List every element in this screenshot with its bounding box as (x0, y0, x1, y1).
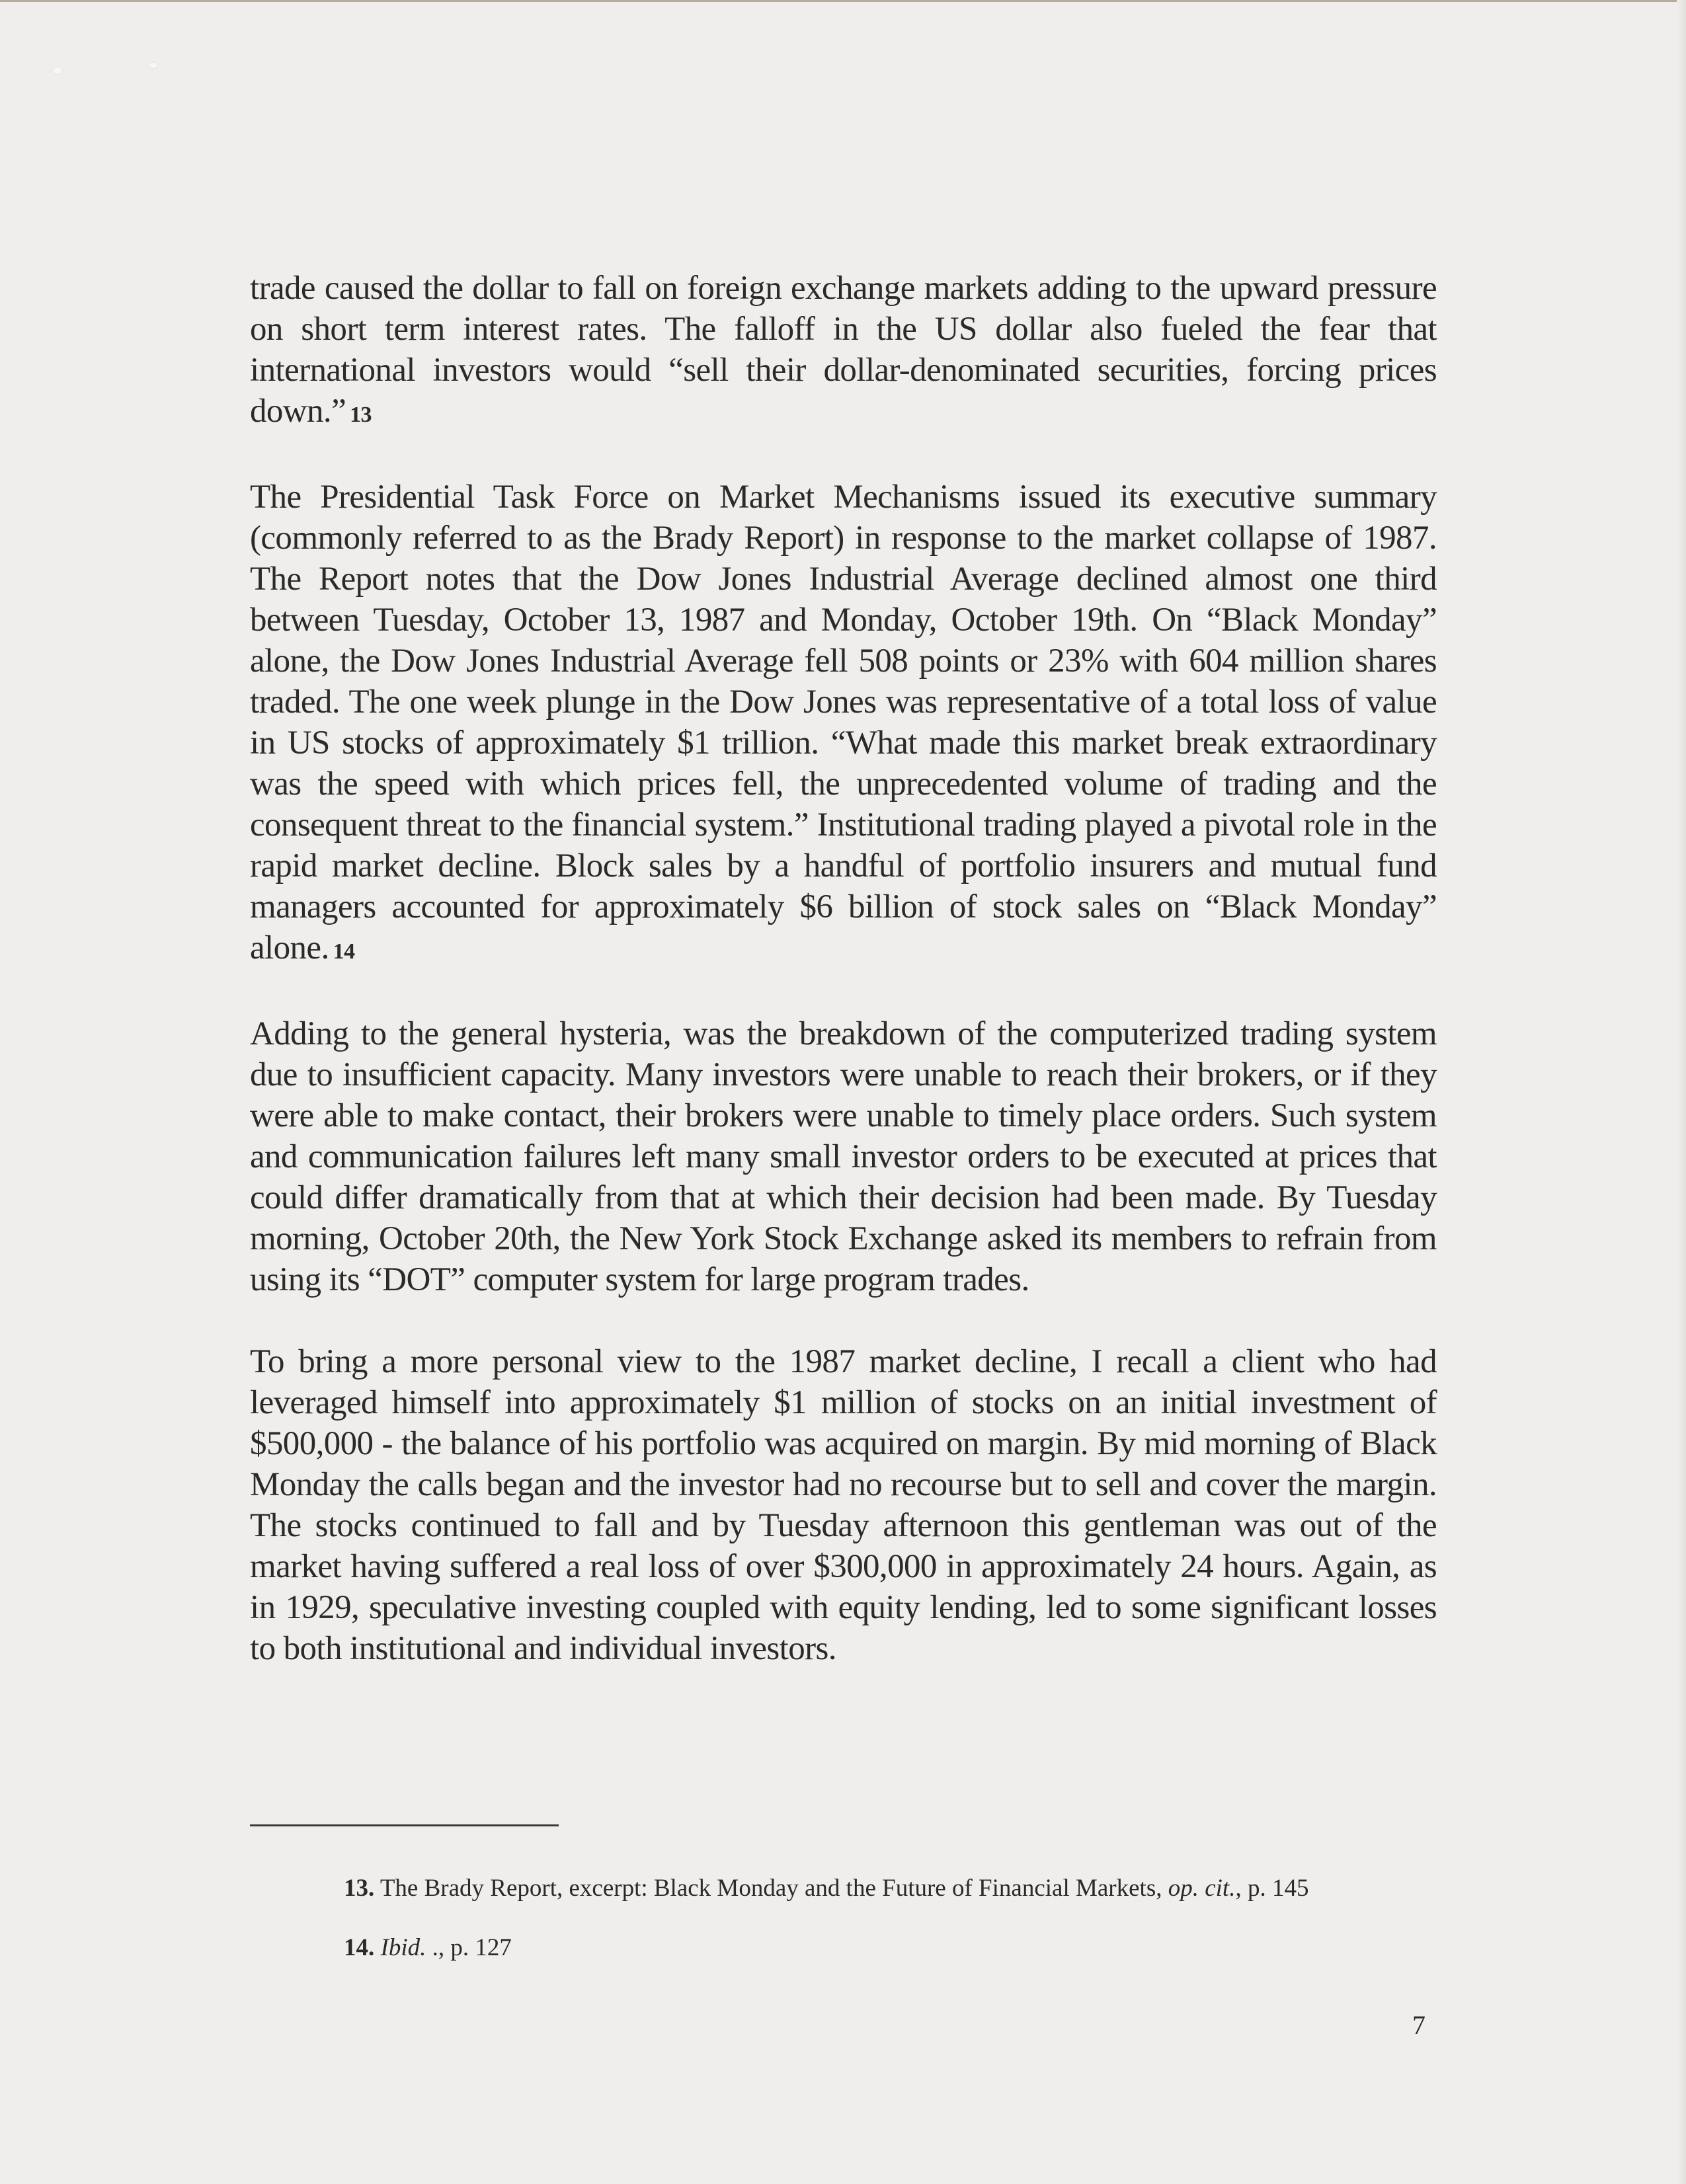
footnote-number: 14. (344, 1934, 375, 1961)
paragraph-text: To bring a more personal view to the 1987 market decline, I recall a client who had leveraged himself into approximately $1 million of stocks on an initial investment of $500,000 - the balance of his portfolio was acquired on margin. By mid morning of Black Monday the calls began and the investor had no recourse but to sell and cover the margin. The stocks continued to fall and by Tuesday afternoon this gentleman was out of the market having suffered a real loss of over $300,000 in approximately 24 hours. Again, as in 1929, speculative investing coupled with equity lending, led to some significant losses to both institutional and individual investors. (250, 1343, 1437, 1667)
scan-edge-right (1677, 0, 1686, 2184)
body-text (250, 268, 1437, 1710)
footnote-13 (344, 1874, 1308, 1903)
paragraph-3 (250, 1013, 1437, 1300)
footnote-italic: Ibid. (380, 1934, 426, 1961)
footnote-14 (344, 1933, 512, 1963)
paragraph-4 (250, 1341, 1437, 1669)
paragraph-2 (250, 477, 1437, 972)
footnote-reference[interactable]: 14 (333, 939, 355, 964)
footnote-text: The Brady Report, excerpt: Black Monday and the Future of Financial Markets, (374, 1875, 1168, 1902)
footnote-text (374, 1934, 380, 1961)
footnote-suffix: , p. 145 (1235, 1875, 1309, 1902)
footnote-number: 13. (344, 1875, 375, 1902)
paper-speck (53, 67, 62, 74)
footnote-italic: op. cit. (1168, 1875, 1236, 1902)
footnote-suffix: ., p. 127 (426, 1934, 512, 1961)
paper-speck (149, 63, 157, 68)
footnote-reference[interactable]: 13 (350, 403, 372, 427)
paragraph-1 (250, 268, 1437, 436)
paragraph-text: Adding to the general hysteria, was the breakdown of the computerized trading system due to insufficient capacity. Many investors were unable to reach their brokers, or if they were able to make contact, their brokers were unable to timely place orders. Such system and communication failures left many small investor orders to be executed at prices that could differ dramatically from that at which their decision had been made. By Tuesday morning, October 20th, the New York Stock Exchange asked its members to refrain from using its “DOT” computer system for large program trades. (250, 1015, 1437, 1298)
paragraph-text: The Presidential Task Force on Market Mechanisms issued its executive summary (commonly referred to as the Brady Report) in response to the market collapse of 1987. The Report notes that the Dow Jones Industrial Average declined almost one third between Tuesday, October 13, 1987 and Monday, October 19th. On “Black Monday” alone, the Dow Jones Industrial Average fell 508 points or 23% with 604 million shares traded. The one week plunge in the Dow Jones was representative of a total loss of value in US stocks of approximately $1 trillion. “What made this market break extraordinary was the speed with which prices fell, the unprecedented volume of trading and the consequent threat to the financial system.” Institutional trading played a pivotal role in the rapid market decline. Block sales by a handful of portfolio insurers and mutual fund managers accounted for approximately $6 billion of stock sales on “Black Monday” alone. (250, 479, 1437, 966)
footnote-separator (250, 1824, 559, 1826)
scan-edge-top (0, 0, 1686, 2)
paragraph-text: trade caused the dollar to fall on foreign exchange markets adding to the upward pressure on short term interest rates. The falloff in the US dollar also fueled the fear that international investors would “sell their dollar-denominated securities, forcing prices down.” (250, 270, 1437, 430)
page-number: 7 (1412, 2010, 1425, 2040)
